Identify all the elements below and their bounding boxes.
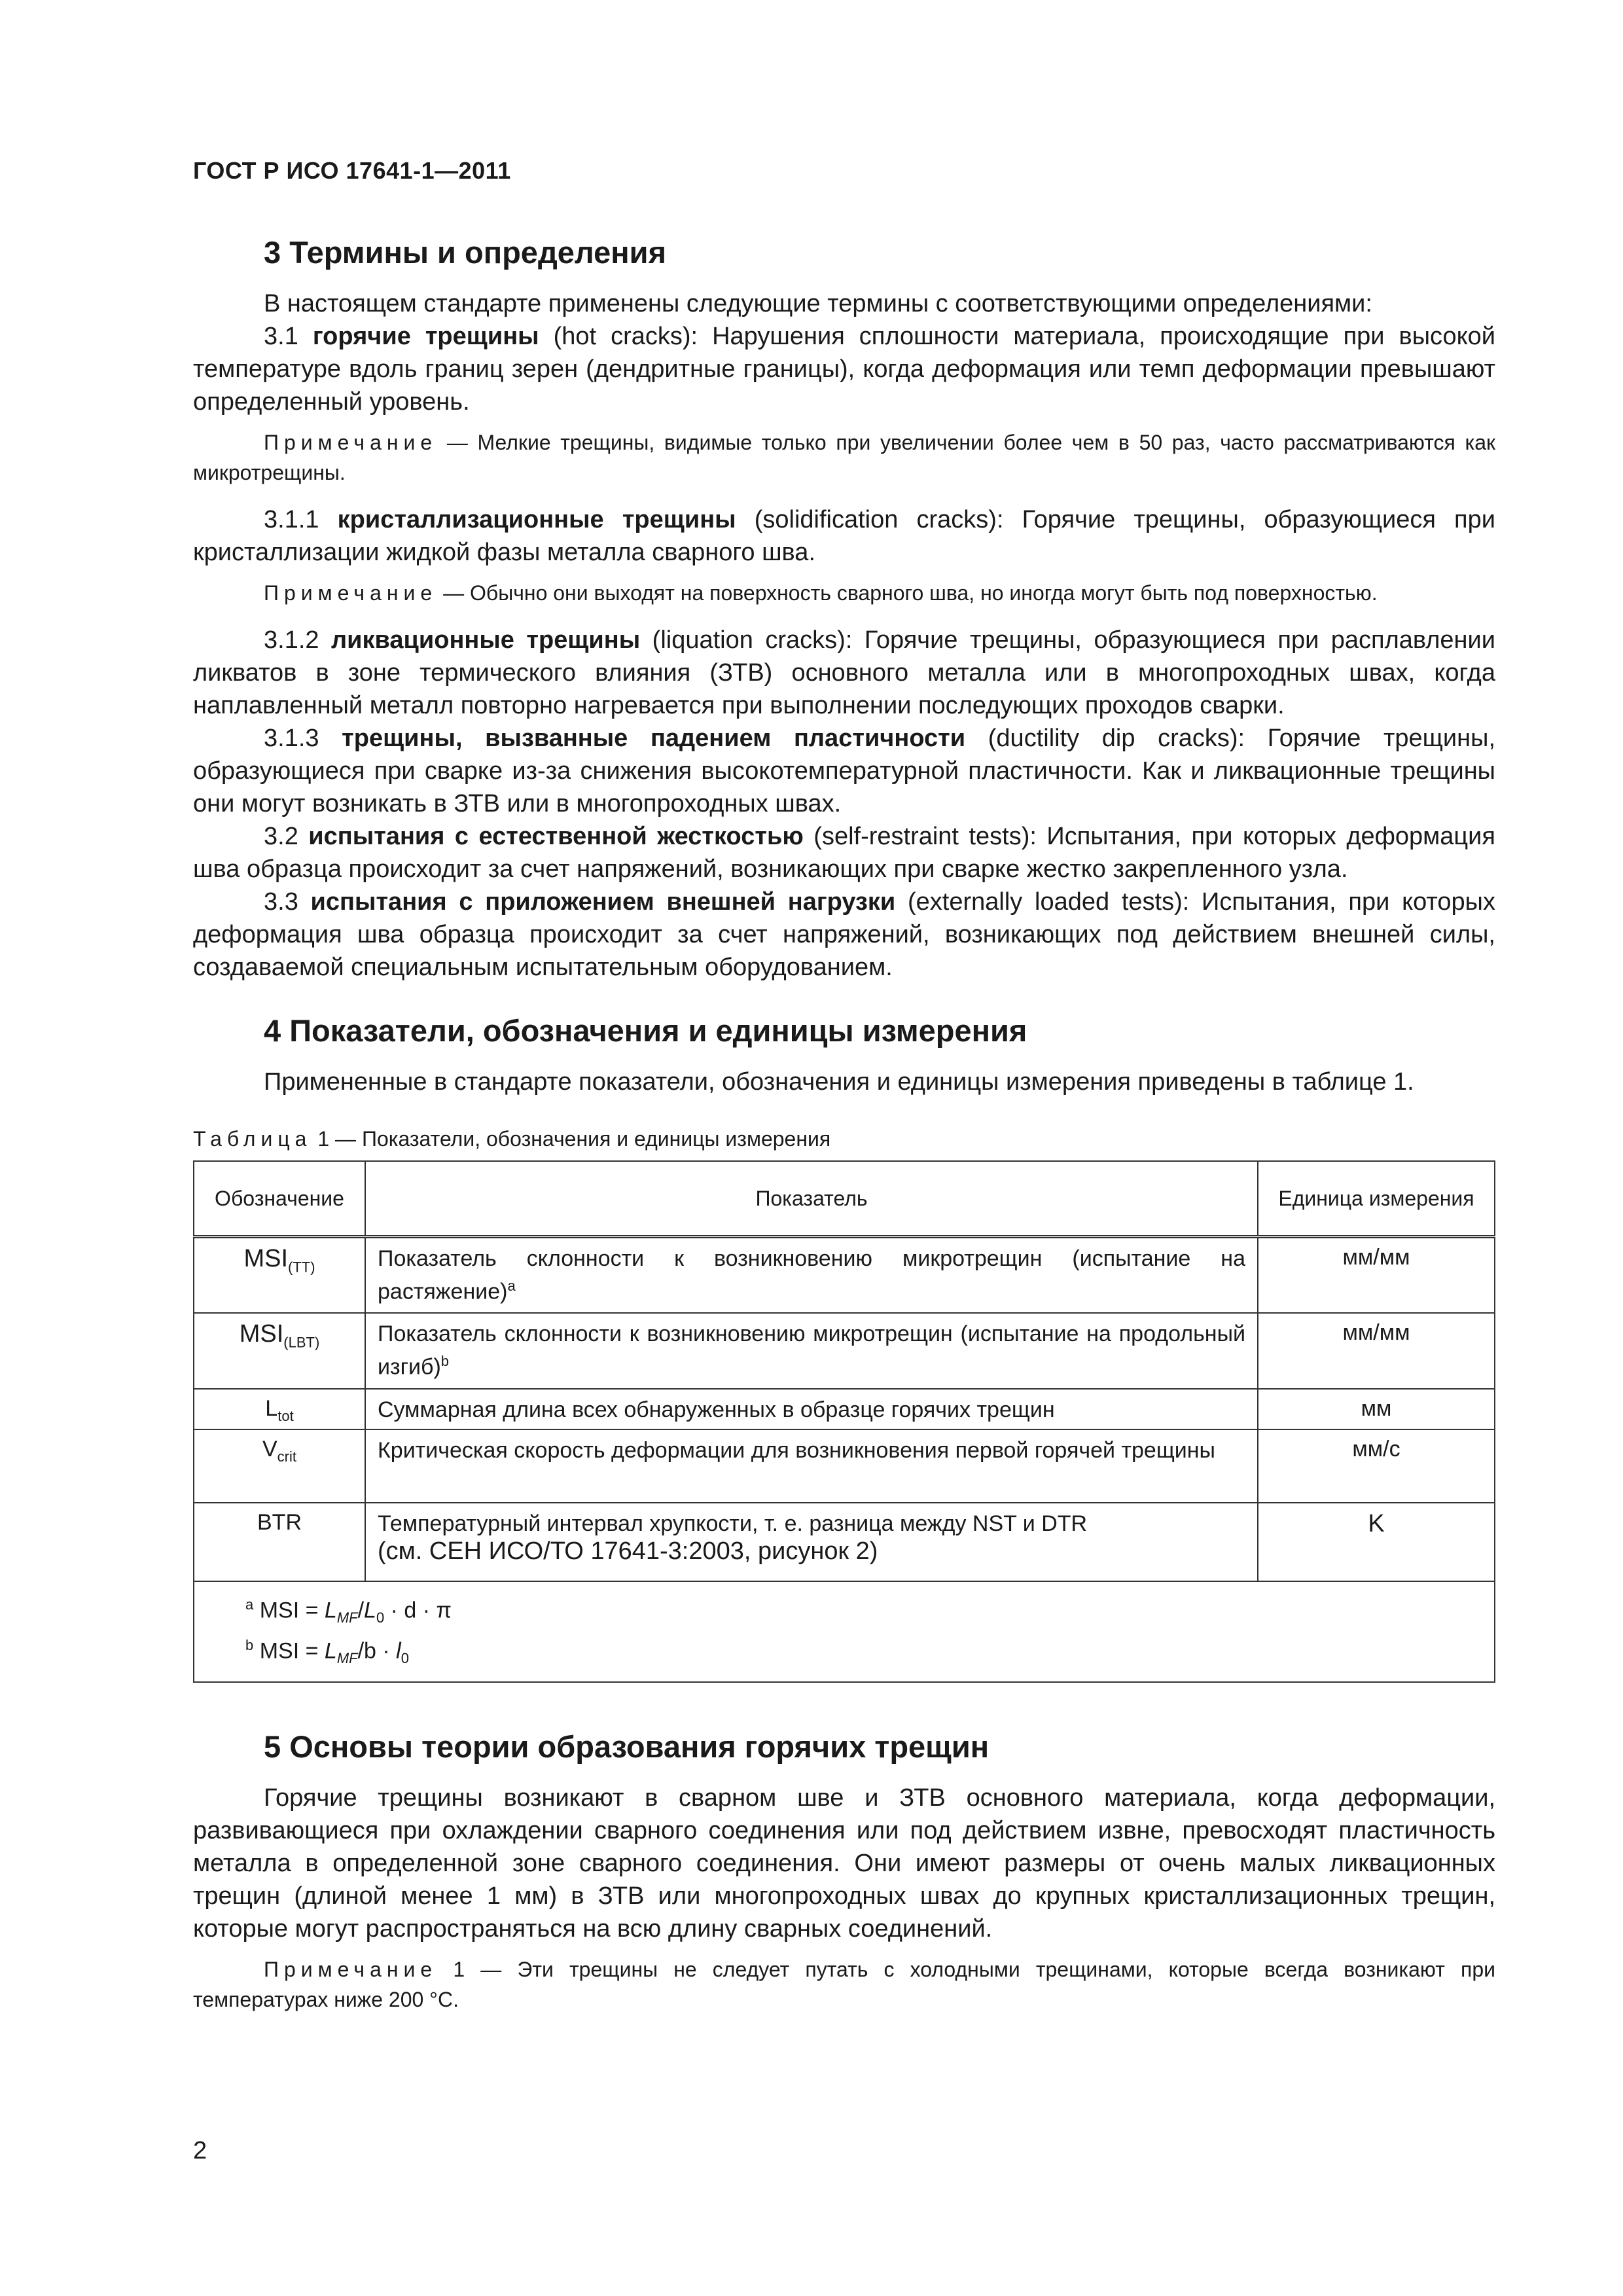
- section-4-intro: Примененные в стандарте показатели, обозначения и единицы измерения приведены в таблице 1.: [264, 1068, 1414, 1096]
- section-4-title: 4 Показатели, обозначения и единицы измерения: [264, 1013, 1027, 1048]
- symbol-subscript: (TT): [288, 1259, 315, 1276]
- symbol-text: MSI: [239, 1319, 284, 1348]
- symbol-cell: BTR: [194, 1503, 365, 1581]
- symbol-subscript: (LBT): [283, 1334, 320, 1351]
- standard-header: ГОСТ Р ИСО 17641-1—2011: [193, 157, 511, 184]
- indicator-cell: [365, 1237, 1258, 1313]
- indicator-text: Показатель склонности к возникновению микротрещин (испытание на растяжение): [378, 1246, 1245, 1304]
- formula-sub: 0: [401, 1649, 409, 1666]
- table-row: [194, 1237, 1495, 1313]
- term-number: 3.1: [264, 323, 313, 350]
- formula-sub: 0: [376, 1609, 385, 1626]
- symbol-cell: [194, 1313, 365, 1389]
- table-row: [194, 1503, 1495, 1581]
- table-row: [194, 1389, 1495, 1429]
- note-5-1: [193, 1954, 1495, 2015]
- symbol-subscript: crit: [277, 1448, 296, 1465]
- note-text: 1 — Эти трещины не следует путать с холодными трещинами, которые всегда возникают при температурах ниже 200 °С.: [193, 1957, 1495, 2011]
- term-definition: (solidification cracks): Горячие трещины, образующиеся при кристаллизации жидкой фазы металла сварного шва.: [193, 506, 1495, 566]
- term-name: кристаллизационные трещины: [337, 506, 736, 533]
- table-row: [194, 1313, 1495, 1389]
- footnote-mark: b: [245, 1636, 254, 1653]
- symbol-subscript: tot: [277, 1407, 294, 1424]
- table-footnotes-row: [194, 1581, 1495, 1682]
- table-caption: [193, 1127, 1495, 1151]
- term-definition: (hot cracks): Нарушения сплошности материала, происходящие при высокой температуре вдоль границ зерен (дендритные границы), когда деформация или темп деформации превышают определенный уровень.: [193, 323, 1495, 416]
- term-3-3: [193, 886, 1495, 984]
- term-definition: (self-restraint tests): Испытания, при которых деформация шва образца происходит за счет напряжений, возникающих при сварке жестко закрепленного узла.: [193, 823, 1495, 883]
- indicator-cell: Суммарная длина всех обнаруженных в образце горячих трещин: [365, 1389, 1258, 1429]
- unit-cell: мм/мм: [1258, 1237, 1495, 1313]
- column-header-symbol: Обозначение: [194, 1161, 365, 1237]
- unit-cell: мм: [1258, 1389, 1495, 1429]
- note-3-1: [193, 427, 1495, 488]
- indicator-text: Показатель склонности к возникновению микротрещин (испытание на продольный изгиб): [378, 1321, 1245, 1379]
- term-3-1-3: [193, 722, 1495, 820]
- term-name: ликвационные трещины: [331, 626, 641, 654]
- formula-text: MSI =: [253, 1597, 325, 1623]
- formula-text: /: [357, 1597, 365, 1623]
- table-caption-text: 1 — Показатели, обозначения и единицы измерения: [312, 1127, 831, 1151]
- indicators-table: [193, 1160, 1495, 1683]
- formula-text: · d · π: [384, 1597, 452, 1623]
- footnote-ref: a: [507, 1278, 516, 1294]
- footnote-ref: b: [440, 1352, 450, 1369]
- term-3-1-2: [193, 624, 1495, 722]
- table-footnotes: [194, 1581, 1495, 1682]
- unit-cell: мм/с: [1258, 1429, 1495, 1503]
- section-5-title: 5 Основы теории образования горячих трещин: [264, 1729, 990, 1764]
- section-3-title: 3 Термины и определения: [264, 235, 666, 270]
- term-number: 3.1.3: [264, 725, 342, 752]
- indicator-cell: [365, 1503, 1258, 1581]
- note-text: — Мелкие трещины, видимые только при увеличении более чем в 50 раз, часто рассматриваются как микротрещины.: [193, 431, 1495, 484]
- table-header-row: [194, 1161, 1495, 1237]
- formula-var: L: [324, 1638, 337, 1663]
- note-3-1-1: [193, 578, 1495, 608]
- section-3-intro: В настоящем стандарте применены следующие термины с соответствующими определениями:: [264, 290, 1372, 317]
- term-3-2: [193, 820, 1495, 886]
- footnote-a: [245, 1591, 1494, 1632]
- indicator-reference: (см. СЕН ИСО/ТО 17641-3:2003, рисунок 2): [378, 1537, 878, 1565]
- symbol-text: MSI: [243, 1245, 289, 1272]
- formula-var: l: [396, 1638, 401, 1663]
- formula-text: /b ·: [357, 1638, 397, 1663]
- term-number: 3.3: [264, 888, 311, 916]
- symbol-text: V: [262, 1436, 277, 1462]
- note-lead: Примечание: [264, 1957, 438, 1981]
- page-number: 2: [193, 2137, 207, 2164]
- table-caption-lead: Таблица: [193, 1127, 312, 1151]
- section-5-paragraph: Горячие трещины возникают в сварном шве и ЗТВ основного материала, когда деформации, развивающиеся при охлаждении сварного соединения или под действием извне, превосходят пластичность металла в определенной зоне сварного соединения. Они имеют размеры от очень малых ликвационных трещин (длиной менее 1 мм) в ЗТВ или многопроходных швах до крупных кристаллизационных трещин, которые могут распространяться на всю длину сварных соединений.: [193, 1784, 1495, 1943]
- document-page: [193, 157, 1495, 2030]
- formula-var: L: [324, 1597, 337, 1623]
- indicator-cell: [365, 1313, 1258, 1389]
- column-header-indicator: Показатель: [365, 1161, 1258, 1237]
- footnote-mark: a: [245, 1596, 254, 1613]
- term-name: испытания с естественной жесткостью: [308, 823, 804, 850]
- term-definition: (ductility dip cracks): Горячие трещины, образующиеся при сварке из-за снижения высокотемпературной пластичности. Как и ликвационные трещины они могут возникать в ЗТВ или в многопроходных швах.: [193, 725, 1495, 817]
- symbol-cell: [194, 1237, 365, 1313]
- formula-text: MSI =: [253, 1638, 325, 1663]
- column-header-unit: Единица измерения: [1258, 1161, 1495, 1237]
- term-definition: (externally loaded tests): Испытания, при которых деформация шва образца происходит за счет напряжений, возникающих под действием внешней силы, создаваемой специальным испытательным оборудованием.: [193, 888, 1495, 981]
- footnote-b: [245, 1632, 1494, 1672]
- term-3-1: [193, 320, 1495, 418]
- symbol-text: L: [265, 1395, 278, 1421]
- formula-var: L: [364, 1597, 376, 1623]
- symbol-cell: [194, 1429, 365, 1503]
- unit-cell: мм/мм: [1258, 1313, 1495, 1389]
- indicator-text: Температурный интервал хрупкости, т. е. разница между NST и DTR: [378, 1511, 1088, 1536]
- symbol-cell: [194, 1389, 365, 1429]
- formula-sub: MF: [336, 1649, 358, 1666]
- formula-sub: MF: [336, 1609, 358, 1626]
- note-lead: Примечание: [264, 581, 438, 605]
- term-name: испытания с приложением внешней нагрузки: [310, 888, 896, 916]
- term-number: 3.1.2: [264, 626, 331, 654]
- term-number: 3.1.1: [264, 506, 338, 533]
- indicator-cell: Критическая скорость деформации для возникновения первой горячей трещины: [365, 1429, 1258, 1503]
- term-3-1-1: [193, 503, 1495, 569]
- term-name: трещины, вызванные падением пластичности: [342, 725, 966, 752]
- term-definition: (liquation cracks): Горячие трещины, образующиеся при расплавлении ликватов в зоне термического влияния (ЗТВ) основного металла или в многопроходных швах, когда наплавленный металл повторно нагревается при выполнении последующих проходов сварки.: [193, 626, 1495, 719]
- note-text: — Обычно они выходят на поверхность сварного шва, но иногда могут быть под поверхностью.: [437, 581, 1378, 605]
- term-name: горячие трещины: [312, 323, 539, 350]
- note-lead: Примечание: [264, 431, 438, 454]
- term-number: 3.2: [264, 823, 309, 850]
- unit-cell: K: [1258, 1503, 1495, 1581]
- table-row: [194, 1429, 1495, 1503]
